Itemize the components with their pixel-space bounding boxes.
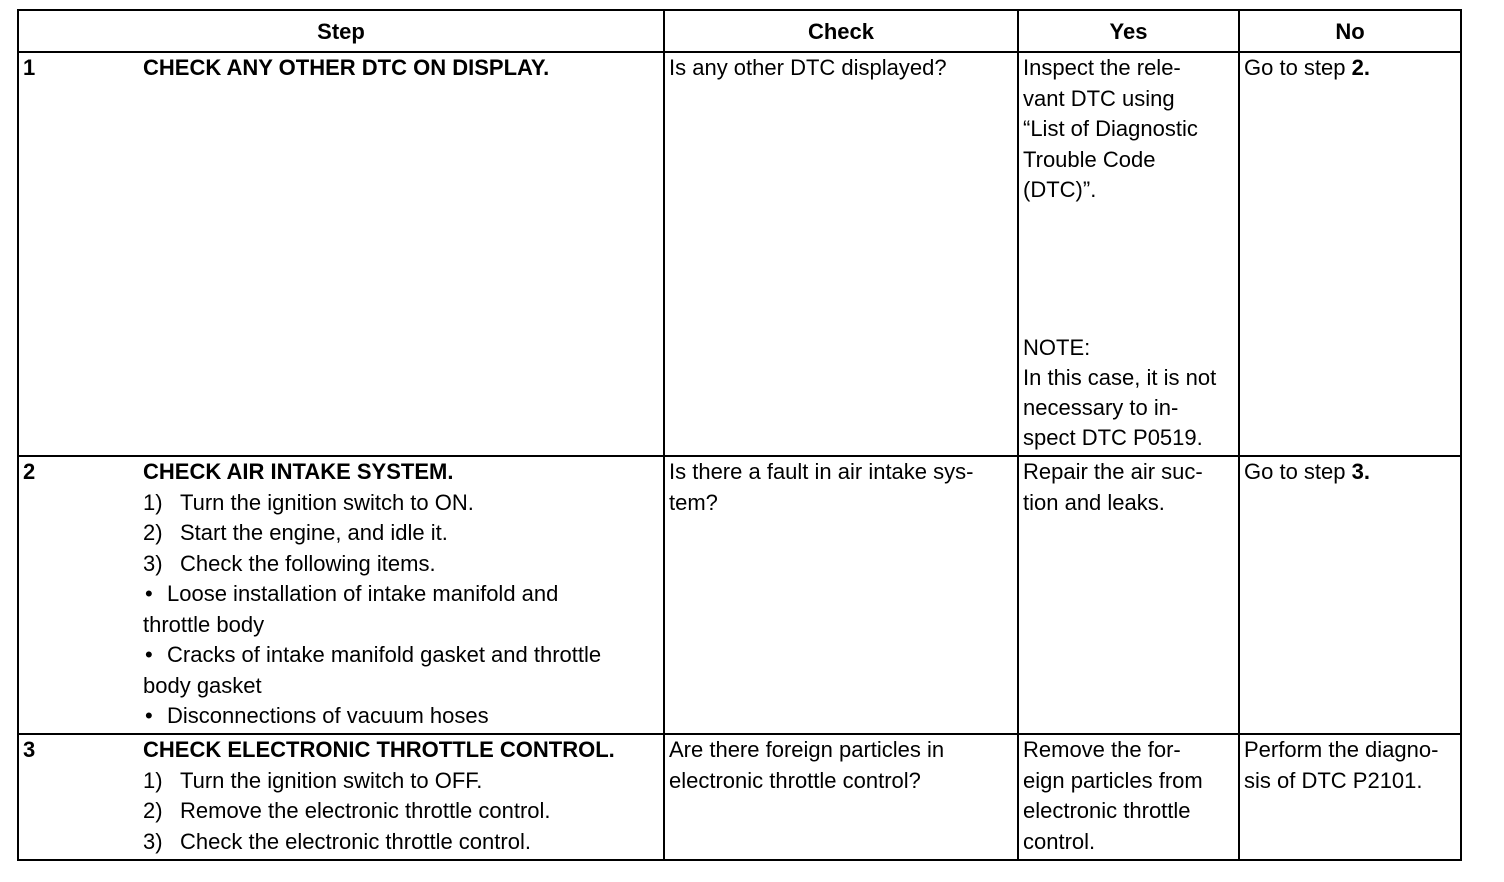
substep	[143, 796, 659, 827]
note-line: spect DTC P0519.	[1023, 425, 1203, 450]
yes-line: electronic throttle	[1023, 798, 1191, 823]
bullet-line: • Cracks of intake manifold gasket and throttle	[143, 640, 659, 671]
substep-number: 1)	[143, 767, 163, 793]
check-line: tem?	[669, 489, 718, 515]
yes-cell	[1018, 734, 1239, 860]
substep-text: Remove the electronic throttle control.	[180, 798, 551, 823]
header-row	[18, 10, 1461, 52]
substep-number: 2)	[143, 520, 163, 545]
header-yes: Yes	[1018, 10, 1239, 52]
yes-line: (DTC)”.	[1023, 177, 1097, 202]
no-text: Go to step	[1244, 55, 1352, 80]
step-heading: CHECK ANY OTHER DTC ON DISPLAY.	[143, 55, 550, 80]
bullet-item	[143, 640, 659, 701]
table-row	[18, 52, 1461, 456]
yes-line: “List of Diagnostic	[1023, 116, 1198, 141]
substep-text: Turn the ignition switch to OFF.	[180, 767, 483, 793]
check-line: electronic throttle control?	[669, 767, 921, 793]
substep	[143, 766, 659, 797]
yes-line: Trouble Code	[1023, 146, 1156, 172]
check-text: Is any other DTC displayed?	[669, 55, 947, 80]
bullet-line: • Loose installation of intake manifold and	[143, 579, 659, 610]
step-cell	[18, 734, 664, 860]
header-no: No	[1239, 10, 1461, 52]
step-cell	[18, 52, 664, 456]
yes-line: Repair the air suc-	[1023, 459, 1203, 484]
bullet-item	[143, 701, 659, 732]
yes-line: Remove the for-	[1023, 737, 1181, 762]
note-line: necessary to in-	[1023, 395, 1179, 420]
step-heading: CHECK AIR INTAKE SYSTEM.	[143, 459, 454, 484]
substep-text: Check the following items.	[180, 550, 436, 576]
step-number: 3	[23, 737, 36, 762]
no-text: Go to step	[1244, 459, 1352, 484]
bullet-line: body gasket	[143, 672, 262, 698]
note-block	[1023, 333, 1234, 453]
bullet-line: throttle body	[143, 611, 265, 637]
substep-number: 2)	[143, 798, 163, 823]
no-cell	[1239, 456, 1461, 734]
yes-cell	[1018, 456, 1239, 734]
table-row	[18, 734, 1461, 860]
step-heading: CHECK ELECTRONIC THROTTLE CONTROL.	[143, 737, 615, 762]
step-cell	[18, 456, 664, 734]
no-step-ref: 2.	[1351, 55, 1370, 80]
no-step-ref: 3.	[1351, 459, 1370, 484]
yes-cell	[1018, 52, 1239, 456]
substep-text: Start the engine, and idle it.	[180, 520, 448, 545]
substep-number: 1)	[143, 489, 163, 515]
substep	[143, 827, 659, 858]
substep	[143, 518, 659, 549]
header-step: Step	[18, 10, 664, 52]
note-line: In this case, it is not	[1023, 365, 1217, 390]
no-cell	[1239, 734, 1461, 860]
check-cell	[664, 52, 1018, 456]
step-number: 1	[23, 55, 36, 80]
yes-line: vant DTC using	[1023, 85, 1175, 111]
substep-number: 3)	[143, 550, 163, 576]
substep	[143, 549, 659, 580]
yes-line: tion and leaks.	[1023, 489, 1165, 515]
check-line: Are there foreign particles in	[669, 737, 945, 762]
yes-line: eign particles from	[1023, 767, 1203, 793]
no-line: sis of DTC P2101.	[1244, 767, 1423, 793]
yes-line: control.	[1023, 828, 1096, 854]
substep-text: Check the electronic throttle control.	[180, 828, 531, 854]
check-cell	[664, 456, 1018, 734]
substep	[143, 488, 659, 519]
check-line: Is there a fault in air intake sys-	[669, 459, 974, 484]
step-number: 2	[23, 459, 36, 484]
header-check: Check	[664, 10, 1018, 52]
substep-number: 3)	[143, 828, 163, 854]
yes-line: Inspect the rele-	[1023, 55, 1181, 80]
table-row	[18, 456, 1461, 734]
check-cell	[664, 734, 1018, 860]
bullet-item	[143, 579, 659, 640]
substep-text: Turn the ignition switch to ON.	[180, 489, 474, 515]
no-cell	[1239, 52, 1461, 456]
bullet-line: • Disconnections of vacuum hoses	[143, 701, 659, 732]
diagnostic-table	[17, 9, 1462, 861]
note-label: NOTE:	[1023, 335, 1091, 360]
no-line: Perform the diagno-	[1244, 737, 1439, 762]
